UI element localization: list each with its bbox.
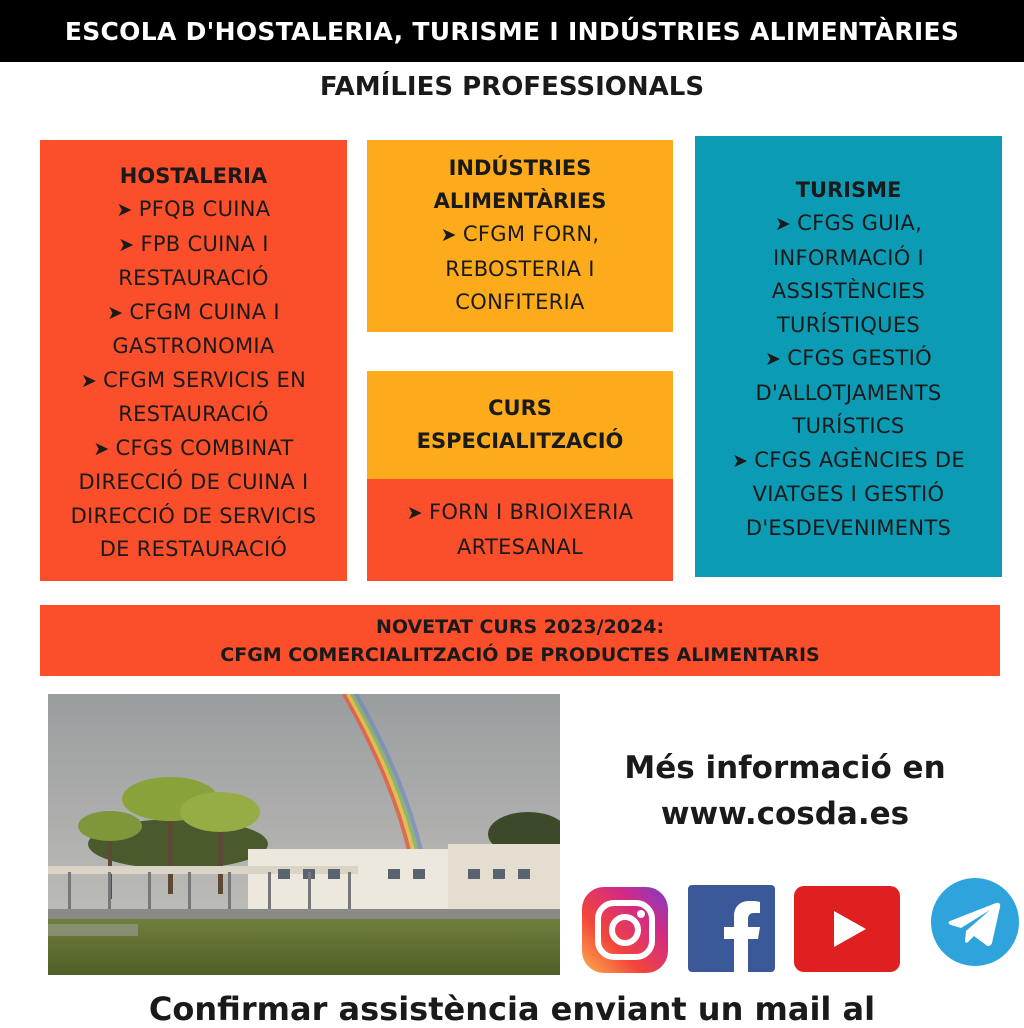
industries-title-line2: ALIMENTÀRIES [433,189,607,213]
program-text: D'ESDEVENIMENTS [745,515,952,540]
program-line [441,286,600,320]
program-line [71,330,317,364]
turisme-box [695,136,1002,577]
curs-header [367,371,673,479]
program-text: DIRECCIÓ DE SERVICIS [70,503,317,528]
program-text: DE RESTAURACIÓ [99,537,288,561]
novetat-banner [40,605,1000,676]
footer-text: Confirmar assistència enviant un mail al [148,990,876,1028]
program-text: CFGM SERVICIS EN [103,367,307,392]
instagram-icon[interactable] [580,885,670,975]
program-line [732,275,965,309]
program-text: TURÍSTICS [792,414,905,438]
program-text: DIRECCIÓ DE CUINA I [78,470,309,494]
program-line [71,262,317,296]
arrow-icon: ➤ [765,348,782,370]
arrow-icon: ➤ [440,224,457,246]
school-title: ESCOLA D'HOSTALERIA, TURISME I INDÚSTRIES ALIMENTÀRIES [64,16,960,46]
program-text: REBOSTERIA I [445,256,595,281]
program-line [71,432,317,467]
program-text: CFGS COMBINAT [115,435,294,460]
turisme-title: TURISME [795,178,902,202]
curs-box [367,371,673,581]
program-text: CONFITERIA [455,290,585,314]
program-line [441,253,600,287]
telegram-icon[interactable] [930,877,1020,967]
program-text: ARTESANAL [456,534,584,559]
program-text: CFGM FORN, [462,222,600,246]
program-text: ASSISTÈNCIES [771,279,926,303]
program-text: CFGS GUIA, [797,211,923,235]
program-text: CFGS AGÈNCIES DE [754,447,965,472]
arrow-icon: ➤ [118,233,135,256]
facebook-icon[interactable] [688,885,775,972]
arrow-icon: ➤ [80,369,98,392]
program-text: FPB CUINA I [140,231,269,256]
program-line [732,242,965,276]
program-line [732,410,965,444]
more-info [580,745,990,837]
curs-content [367,479,673,581]
program-line [71,500,317,534]
industries-title-line1: INDÚSTRIES [448,156,592,180]
program-line [407,531,634,565]
novetat-line1: NOVETAT CURS 2023/2024: [375,615,665,638]
program-line [732,478,965,512]
program-text: INFORMACIÓ I [772,245,925,270]
program-text: TURÍSTIQUES [776,312,921,337]
program-line [71,533,317,567]
program-text: VIATGES I GESTIÓ [752,482,945,506]
program-text: CFGS GESTIÓ [787,346,932,370]
program-line [732,309,965,343]
program-line [71,364,317,399]
curs-title-line2: ESPECIALITZACIÓ [416,429,624,453]
program-text: RESTAURACIÓ [118,402,269,426]
program-line [71,466,317,500]
industries-box [367,140,673,332]
hostaleria-list [71,193,317,567]
program-line [71,228,317,263]
youtube-icon[interactable] [794,886,900,972]
header-bar [0,0,1024,62]
program-line [732,444,965,479]
program-line [71,398,317,432]
program-line [71,193,317,228]
program-line [71,296,317,331]
arrow-icon: ➤ [107,301,124,324]
website-link[interactable]: www.cosda.es [660,796,910,832]
hostaleria-title: HOSTALERIA [119,164,268,188]
curs-list [407,496,634,564]
campus-photo-illustration [48,694,560,975]
novetat-line2: CFGM COMERCIALITZACIÓ DE PRODUCTES ALIMENTARIS [220,643,820,666]
program-text: FORN I BRIOIXERIA [428,500,634,524]
program-text: GASTRONOMIA [112,334,275,358]
turisme-list [732,207,965,545]
program-text: RESTAURACIÓ [118,266,269,290]
program-text: PFQB CUINA [138,197,271,221]
program-line [407,496,634,531]
section-subtitle: FAMÍLIES PROFESSIONALS [319,72,705,102]
industries-list [441,218,600,320]
arrow-icon: ➤ [93,437,110,460]
arrow-icon: ➤ [116,199,133,221]
hostaleria-box [40,140,347,581]
program-line [441,218,600,253]
campus-photo [48,694,560,975]
curs-title-line1: CURS [488,396,552,420]
arrow-icon: ➤ [406,502,423,524]
info-line1: Més informació en [624,750,946,786]
program-line [732,207,965,242]
arrow-icon: ➤ [774,213,792,235]
arrow-icon: ➤ [732,449,749,472]
program-line [732,342,965,377]
program-text: D'ALLOTJAMENTS [755,380,942,405]
program-line [732,512,965,546]
program-line [732,377,965,411]
program-text: CFGM CUINA I [129,299,280,324]
